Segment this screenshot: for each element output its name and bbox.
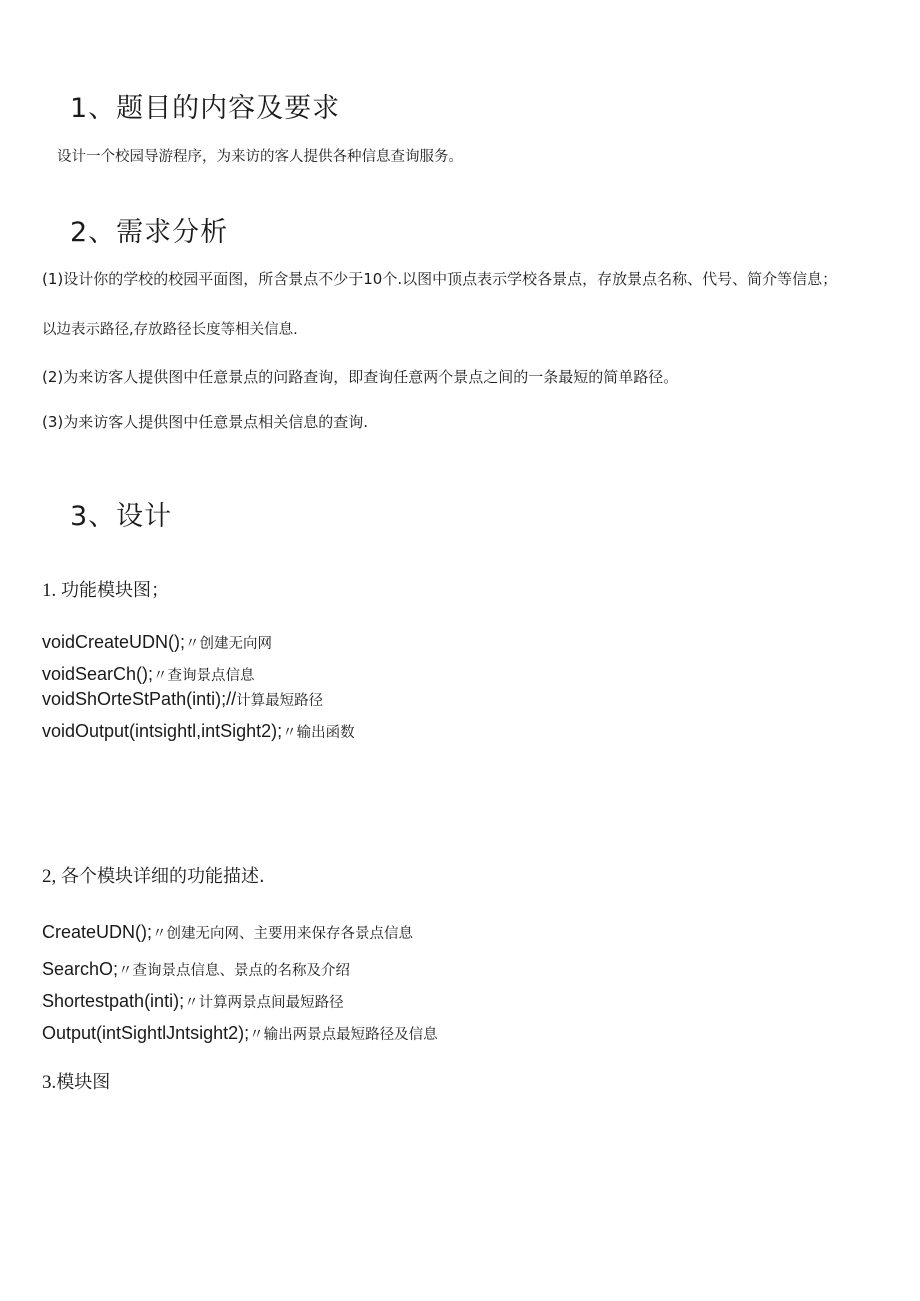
description-comment: 〃查询景点信息、景点的名称及介绍: [118, 963, 351, 979]
function-comment: 计算最短路径: [236, 693, 324, 709]
subsection-number: 1.: [42, 580, 57, 601]
function-comment: 〃查询景点信息: [153, 668, 255, 684]
description-line: [42, 922, 413, 943]
section3-heading: 3、设计: [70, 501, 173, 532]
description-line: [42, 959, 350, 980]
description-line: [42, 1023, 438, 1044]
function-line: [42, 664, 255, 685]
requirement-item-3: (3)为来访客人提供图中任意景点相关信息的查询.: [42, 413, 369, 431]
function-code: voidCreateUDN();: [42, 632, 186, 652]
subsection-title: 各个模块详细的功能描述.: [61, 866, 265, 887]
subsection-title: 功能模块图；: [61, 580, 169, 601]
subsection-module-diagram: [42, 1068, 110, 1094]
function-line: [42, 689, 323, 710]
description-code: Output(intSightlJntsight2);: [42, 1023, 250, 1043]
description-code: CreateUDN();: [42, 922, 153, 942]
subsection-number: 3.: [42, 1072, 57, 1093]
section2-heading: 2、需求分析: [70, 217, 229, 248]
function-line: [42, 632, 272, 653]
subsection-module-description: [42, 862, 265, 888]
requirement-item-2: (2)为来访客人提供图中任意景点的问路查询，即查询任意两个景点之间的一条最短的简单路径。: [42, 368, 679, 386]
subsection-number: 2,: [42, 866, 57, 887]
requirement-item-1-cont: 以边表示路径,存放路径长度等相关信息.: [42, 322, 298, 338]
function-line: [42, 721, 355, 742]
section1-heading: 1、题目的内容及要求: [70, 93, 341, 124]
description-comment: 〃计算两景点间最短路径: [184, 995, 344, 1011]
description-code: SearchO;: [42, 959, 119, 979]
description-code: Shortestpath(inti);: [42, 991, 185, 1011]
function-code: voidSearCh();: [42, 664, 154, 684]
function-code: voidOutput(intsightl,intSight2);: [42, 721, 283, 741]
section1-body: 设计一个校园导游程序，为来访的客人提供各种信息查询服务。: [57, 149, 463, 165]
requirement-item-1: (1)设计你的学校的校园平面图，所含景点不少于10个.以图中顶点表示学校各景点，存放景点名称、代号、简介等信息；: [42, 270, 838, 288]
description-line: [42, 991, 344, 1012]
function-comment: 〃输出函数: [282, 725, 355, 741]
description-comment: 〃输出两景点最短路径及信息: [249, 1027, 438, 1043]
subsection-title: 模块图: [56, 1072, 111, 1093]
subsection-function-module-diagram: [42, 576, 169, 602]
function-comment: 〃创建无向网: [185, 636, 273, 652]
description-comment: 〃创建无向网、主要用来保存各景点信息: [152, 926, 414, 942]
function-code: voidShOrteStPath(inti);//: [42, 689, 237, 709]
